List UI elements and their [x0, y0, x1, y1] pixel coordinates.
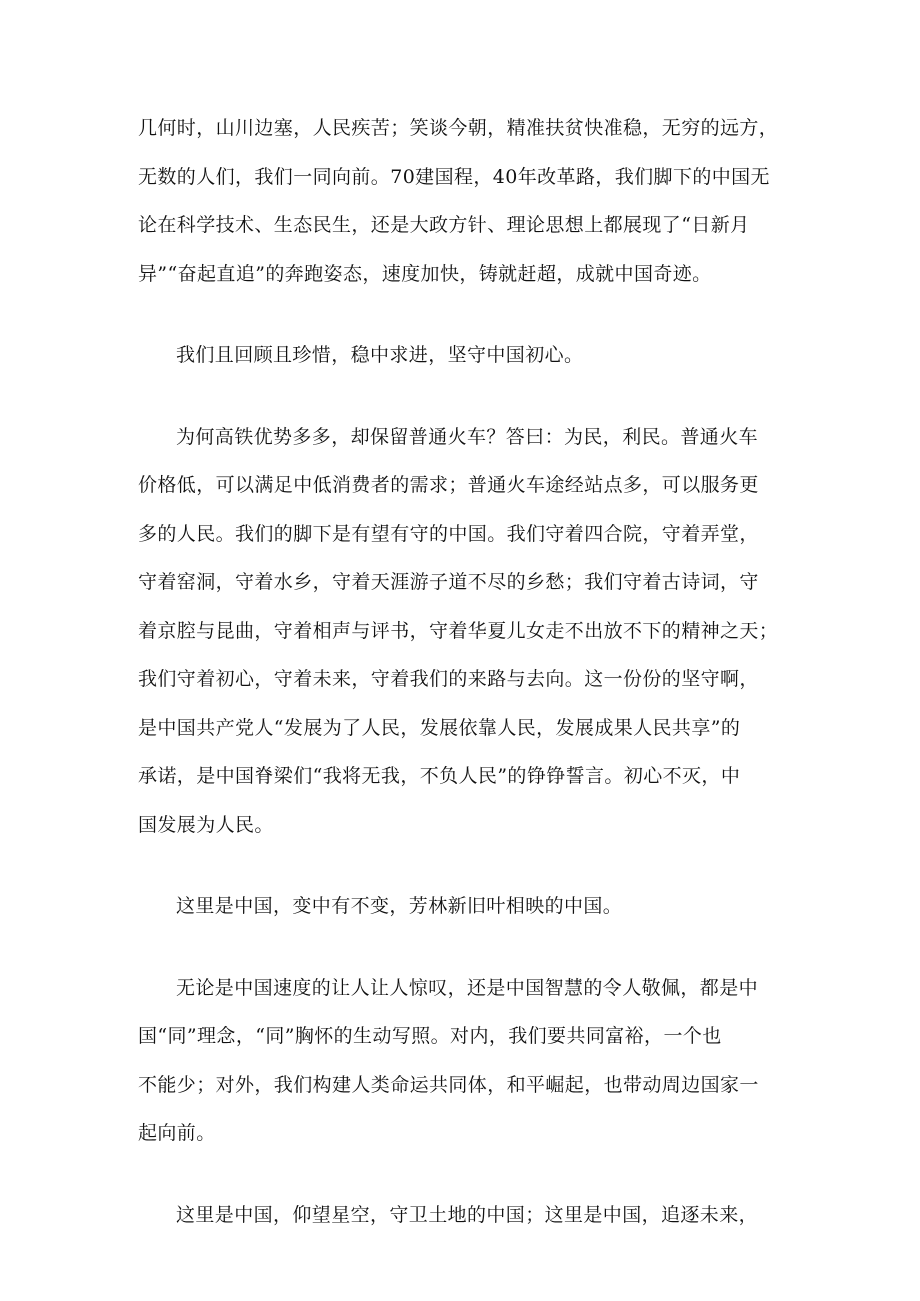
paragraph-2-line-1: 我们且回顾且珍惜，稳中求进，坚守中国初心。: [176, 344, 584, 366]
paragraph-gap: [138, 1158, 786, 1191]
paragraph-gap: [138, 380, 786, 413]
paragraph-5-line-2: 国“同”理念，“同”胸怀的生动写照。对内，我们要共同富裕，一个也: [138, 1025, 722, 1047]
paragraph-gap: [138, 849, 786, 882]
paragraph-gap: [138, 298, 786, 331]
paragraph-3-line-8: 承诺，是中国脊梁们“我将无我，不负人民”的铮铮誓言。初心不灭，中: [138, 765, 741, 787]
paragraph-3-line-9: 国发展为人民。: [138, 813, 274, 836]
paragraph-3-line-5: 着京腔与昆曲，守着相声与评书，守着华夏儿女走不出放不下的精神之天；: [138, 619, 779, 642]
paragraph-4-line-1: 这里是中国，变中有不变，芳林新旧叶相映的中国。: [176, 895, 623, 917]
document-body: [138, 104, 786, 1239]
paragraph-3-line-2: 价格低，可以满足中低消费者的需求；普通火车途经站点多，可以服务更: [138, 474, 759, 496]
paragraph-3-line-4: 守着窑洞，守着水乡，守着天涯游子道不尽的乡愁；我们守着古诗词，守: [138, 571, 759, 593]
paragraph-gap: [138, 931, 786, 964]
paragraph-3-line-6: 我们守着初心，守着未来，守着我们的来路与去向。这一份份的坚守啊，: [138, 668, 759, 690]
paragraph-1-line-4: 异”“奋起直追”的奔跑姿态，速度加快，铸就赶超，成就中国奇迹。: [138, 262, 712, 285]
paragraph-3-line-7: 是中国共产党人“发展为了人民，发展依靠人民，发展成果人民共享”的: [138, 716, 741, 739]
paragraph-1-line-1: 几何时，山川边塞，人民疾苦；笑谈今朝，精准扶贫快准稳，无穷的远方，: [138, 117, 779, 139]
paragraph-5-line-4: 起向前。: [138, 1122, 216, 1144]
paragraph-1-line-2: 无数的人们，我们一同向前。70建国程，40年改革路，我们脚下的中国无: [138, 165, 770, 188]
paragraph-5-line-1: 无论是中国速度的让人让人惊叹，还是中国智慧的令人敬佩，都是中: [176, 976, 759, 999]
paragraph-1-line-3: 论在科学技术、生态民生，还是大政方针、理论思想上都展现了“日新月: [138, 214, 750, 236]
paragraph-5-line-3: 不能少；对外，我们构建人类命运共同体，和平崛起，也带动周边国家一: [138, 1073, 759, 1096]
paragraph-6-line-1: 这里是中国，仰望星空，守卫土地的中国；这里是中国，追逐未来，: [176, 1203, 759, 1226]
paragraph-3-line-3: 多的人民。我们的脚下是有望有守的中国。我们守着四合院，守着弄堂，: [138, 522, 759, 545]
paragraph-3-line-1: 为何高铁优势多多，却保留普通火车？答曰：为民，利民。普通火车: [176, 425, 759, 448]
